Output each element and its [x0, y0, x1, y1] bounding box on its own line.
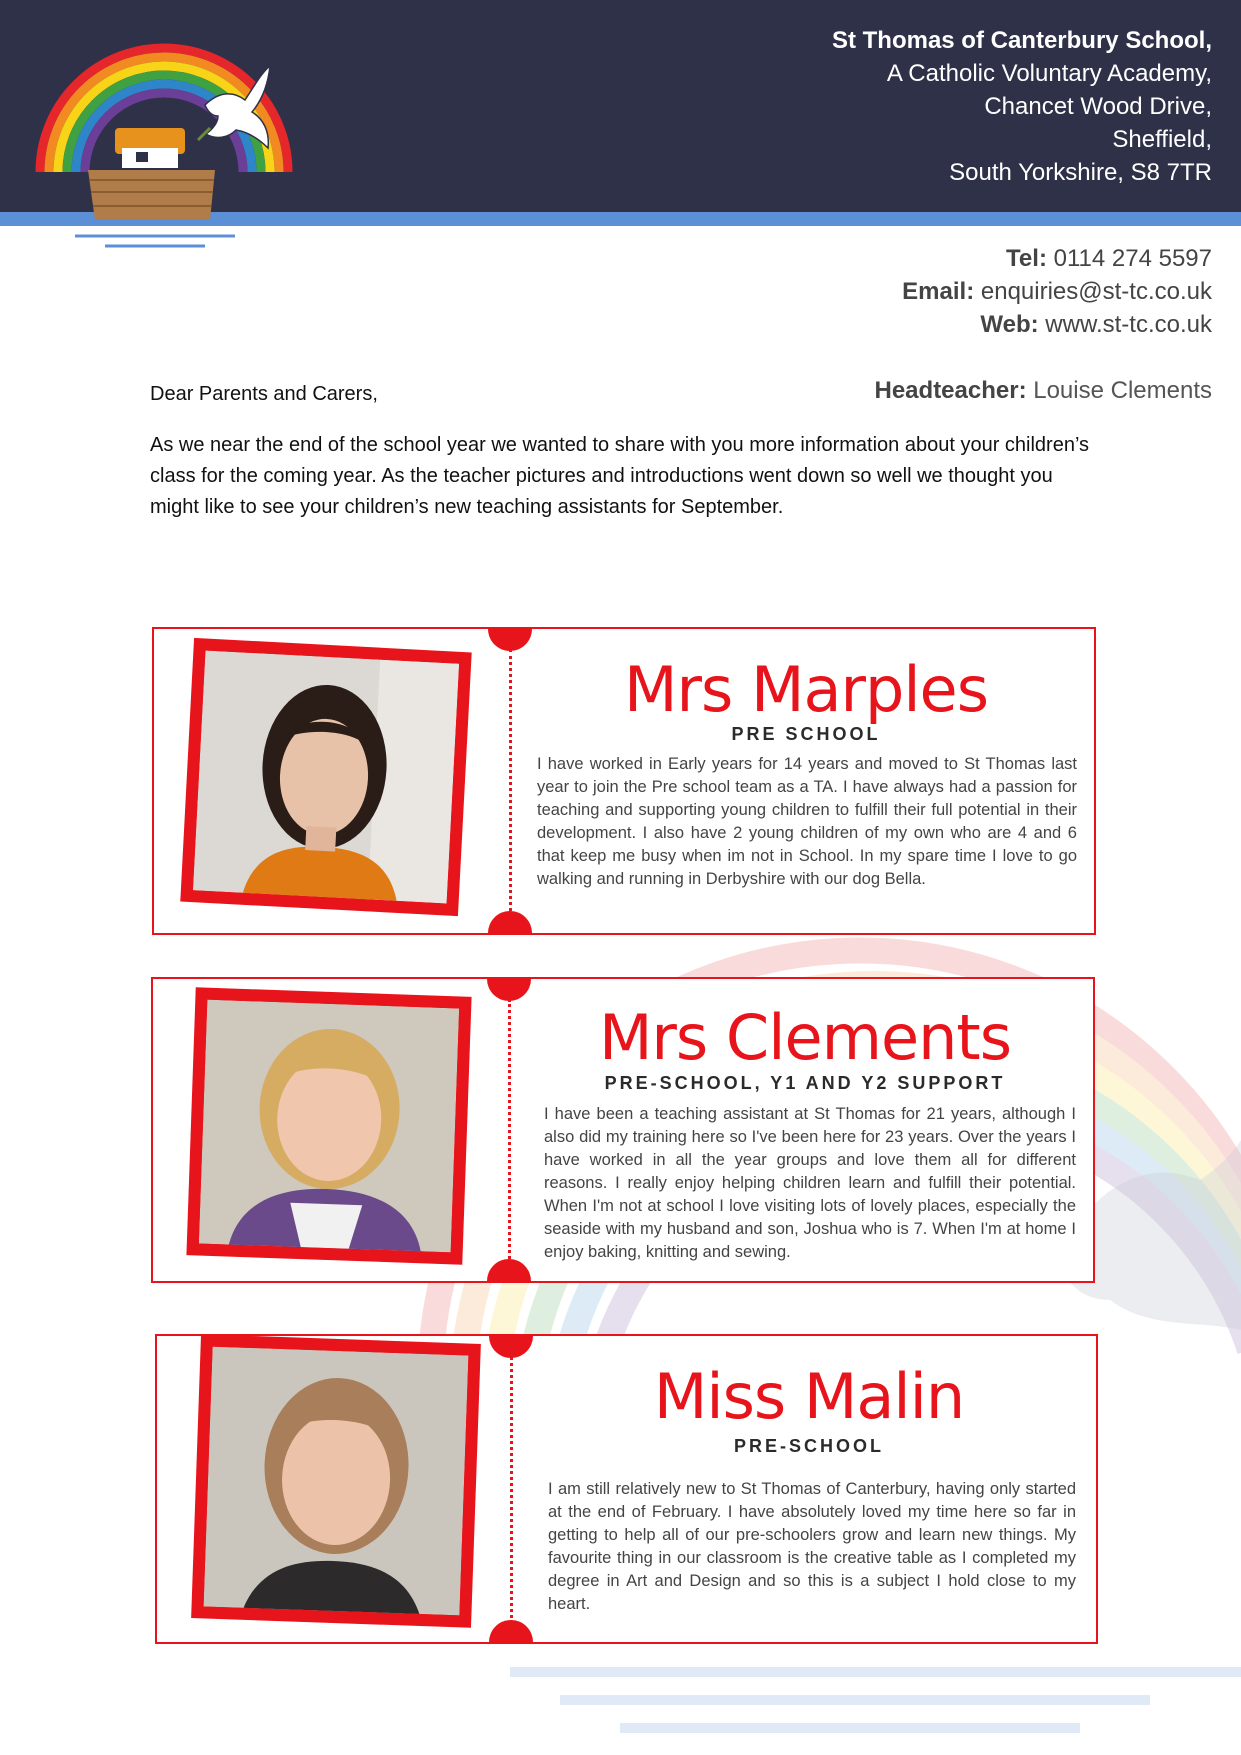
- address-line: Chancet Wood Drive,: [984, 93, 1212, 120]
- intro-paragraph: As we near the end of the school year we wanted to share with you more information about your children’s class for the coming year. As the teacher pictures and introductions went down so well we thought you might like to see your children’s new teaching assistants for September.: [150, 434, 1090, 518]
- staff-photo-frame: [186, 987, 471, 1264]
- school-address: [832, 24, 1212, 189]
- address-line: Sheffield,: [1112, 126, 1212, 153]
- card-divider: [509, 649, 512, 917]
- staff-photo: [199, 1000, 459, 1253]
- card-notch: [488, 627, 532, 651]
- staff-bio: I have worked in Early years for 14 years and moved to St Thomas last year to join the Pre school team as a TA. I have always had a passion for teaching and supporting young children to fulfill their full potential in their development. I also have 2 young children of my own who are 4 and 6 that keep me busy when im not in School. In my spare time I love to go walking and running in Derbyshire with our dog Bella.: [537, 755, 1077, 888]
- staff-role: PRE-SCHOOL, Y1 AND Y2 SUPPORT: [604, 1073, 1006, 1093]
- address-line: A Catholic Voluntary Academy,: [886, 60, 1212, 87]
- staff-name: Miss Malin: [653, 1360, 965, 1433]
- headteacher: [875, 377, 1213, 405]
- card-divider: [508, 999, 511, 1265]
- staff-bio: I am still relatively new to St Thomas of Canterbury, having only started at the end of February. I have absolutely loved my time here so far in getting to help all of our pre-schoolers grow and learn new things. My favourite thing in our classroom is the creative table as I completed my degree in Art and Design and so this is a subject I hold close to my heart.: [548, 1480, 1076, 1613]
- staff-name: Mrs Marples: [624, 653, 988, 726]
- card-divider: [510, 1356, 513, 1626]
- staff-role: PRE-SCHOOL: [733, 1436, 884, 1456]
- headteacher-label: Headteacher:: [874, 377, 1027, 404]
- staff-name: Mrs Clements: [598, 1001, 1012, 1074]
- school-logo: [30, 30, 320, 280]
- card-notch: [487, 1259, 531, 1283]
- headteacher-name: Louise Clements: [1033, 377, 1212, 404]
- ark-icon: [88, 128, 215, 220]
- staff-bio: I have been a teaching assistant at St Thomas for 21 years, although I also did my training here so I've been here for 23 years. Over the years I have worked in all the year groups and love them all for different reasons. I really enjoy helping children learn and fulfill their potential. When I'm not at school I love visiting lots of lovely places, especially the seaside with my husband and son, Joshua who is 7. When I'm at home I enjoy baking, knitting and sewing.: [544, 1105, 1076, 1261]
- email-label: Email:: [902, 278, 975, 305]
- card-notch: [489, 1334, 533, 1358]
- email-value[interactable]: enquiries@st-tc.co.uk: [980, 278, 1212, 305]
- staff-role: PRE SCHOOL: [731, 724, 881, 744]
- staff-photo-frame: [180, 638, 471, 916]
- tel-label: Tel:: [1006, 245, 1047, 272]
- card-notch: [487, 977, 531, 1001]
- web-value[interactable]: www.st-tc.co.uk: [1045, 311, 1212, 338]
- contact-details: [902, 242, 1212, 341]
- staff-photo: [193, 651, 459, 904]
- tel-value: 0114 274 5597: [1053, 245, 1212, 272]
- school-name: St Thomas of Canterbury School,: [831, 27, 1212, 54]
- web-label: Web:: [980, 311, 1039, 338]
- staff-photo-frame: [191, 1334, 481, 1628]
- staff-photo: [204, 1347, 469, 1616]
- card-notch: [488, 911, 532, 935]
- card-notch: [489, 1620, 533, 1644]
- address-line: South Yorkshire, S8 7TR: [949, 159, 1212, 186]
- greeting: Dear Parents and Carers,: [150, 383, 378, 405]
